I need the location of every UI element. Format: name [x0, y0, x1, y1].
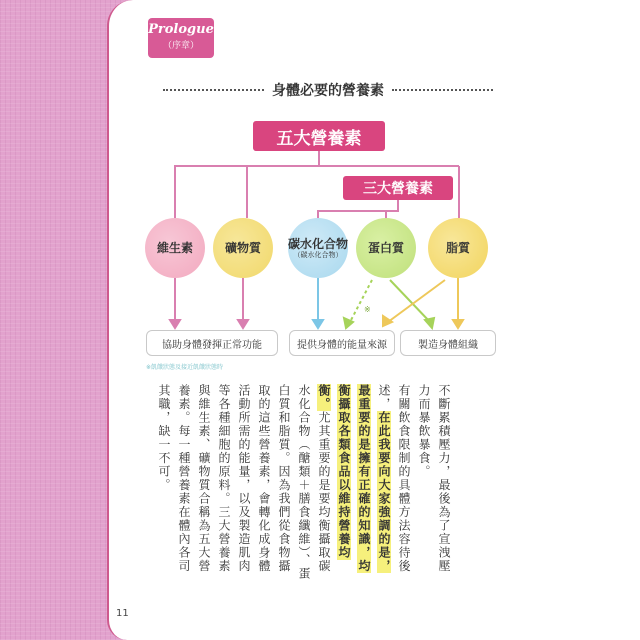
- chapter-title: Prologue: [148, 22, 214, 37]
- nutrient-fat: [428, 218, 488, 278]
- page-number: 11: [116, 608, 129, 619]
- nutrient-label: 碳水化合物: [288, 236, 349, 251]
- body-text: [157, 384, 454, 584]
- arrow-protein-dotted: [350, 280, 372, 322]
- five-nutrients-box: 五大營養素: [253, 121, 385, 151]
- paragraph-2-lead: 有關飲食限制的具體方法容待後述，: [377, 384, 411, 573]
- nutrient-vitamin: [145, 218, 205, 278]
- diagram-footnote: ※飢餓狀態及接近飢餓狀態時: [146, 364, 224, 371]
- nutrient-sublabel: （碳水化合物）: [293, 251, 343, 259]
- nutrient-label: 礦物質: [224, 240, 261, 255]
- nutrient-carbohydrate: [288, 218, 348, 278]
- paragraph-2-rest: 尤其重要的是要均衡攝取碳水化合物（醣類＋膳食纖維）、蛋白質和脂質。因為我們從食物攝取的這些營養素，會轉化成身體活動所需的能量，以及製造肌肉等各種細胞的原料。三大營養素與維生素、礦物質合稱為五大營養素。每一種營養素在體內各司其職，缺一不可。: [157, 384, 331, 581]
- note-mark: ※: [364, 305, 371, 314]
- nutrient-mineral: [213, 218, 273, 278]
- paragraph-1: 不斷累積壓力，最後為了宣洩壓力而暴飲暴食。: [417, 384, 451, 573]
- highlighted-text: 在此我要向大家強調的是，最重要的是擁有正確的知識，均衡攝取各類食品以維持營養均衡。: [317, 384, 391, 573]
- function-tissue: 製造身體組織: [400, 330, 496, 356]
- nutrient-protein: [356, 218, 416, 278]
- function-energy: 提供身體的能量來源: [289, 330, 395, 356]
- chapter-subtitle: （序章）: [162, 41, 199, 51]
- function-normal: 協助身體發揮正常功能: [146, 330, 278, 356]
- nutrient-label: 脂質: [445, 240, 470, 255]
- section-title: 身體必要的營養素: [272, 83, 384, 99]
- nutrient-label: 維生素: [156, 240, 193, 255]
- nutrient-label: 蛋白質: [367, 240, 404, 255]
- three-nutrients-box: 三大營養素: [343, 176, 453, 200]
